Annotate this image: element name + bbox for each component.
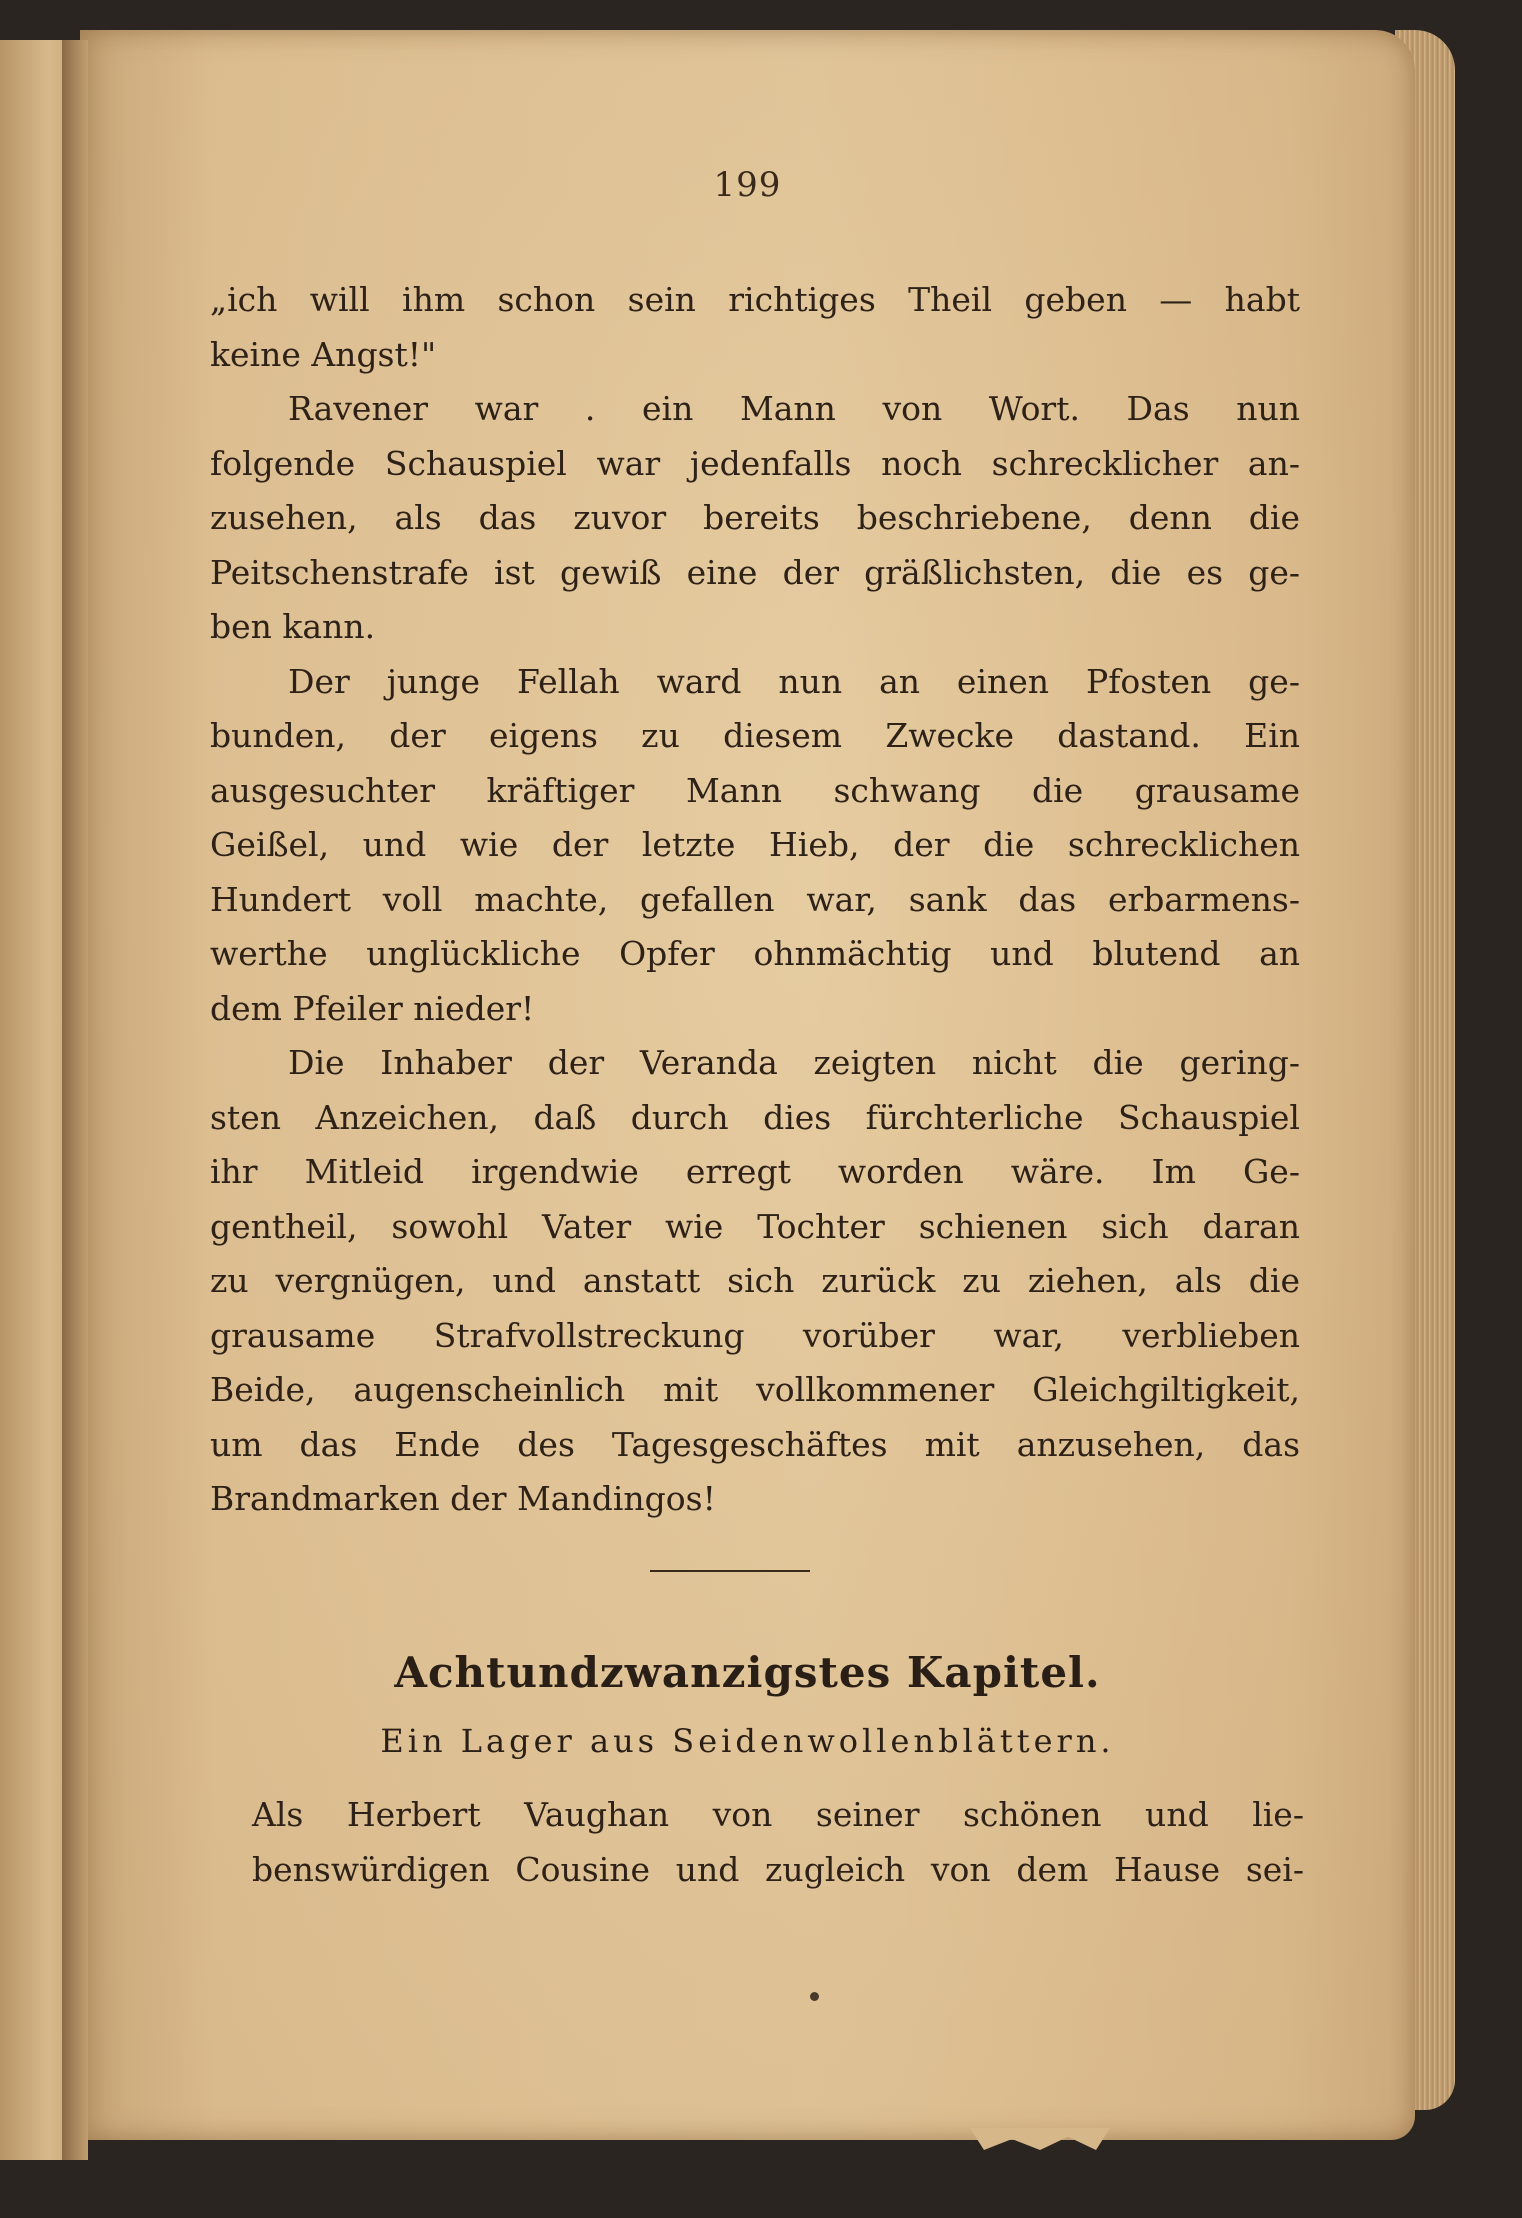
text-line: sten Anzeichen, daß durch dies fürchterliche Schauspiel [210,1097,1300,1137]
ink-speck [810,1992,819,2001]
text-line: Die Inhaber der Veranda zeigten nicht die gering- [288,1043,1300,1082]
text-line: ihr Mitleid irgendwie erregt worden wäre. Im Ge- [210,1152,1300,1191]
chapter-title: Achtundzwanzigstes Kapitel. [394,1648,1101,1697]
page-tear [970,2128,1110,2150]
text-line: Brandmarken der Mandingos! [210,1479,716,1518]
text-line: Hundert voll machte, gefallen war, sank das erbarmens- [210,879,1300,919]
text-line: Beide, augenscheinlich mit vollkommener Gleichgiltigkeit, [210,1370,1300,1409]
text-line: Peitschenstrafe ist gewiß eine der gräßlichsten, die es ge- [210,552,1300,592]
chapter-opening-text [252,1788,1304,1897]
text-line: ben kann. [210,607,376,646]
book-page [80,30,1415,2140]
text-line: gentheil, sowohl Vater wie Tochter schienen sich daran [210,1206,1300,1246]
text-line: um das Ende des Tagesgeschäftes mit anzusehen, das [210,1424,1300,1464]
text-line: Geißel, und wie der letzte Hieb, der die schrecklichen [210,825,1300,864]
text-line: folgende Schauspiel war jedenfalls noch schrecklicher an- [210,443,1300,483]
book-gutter [62,40,88,2160]
text-line: dem Pfeiler nieder! [210,988,535,1028]
text-line: „ich will ihm schon sein richtiges Theil geben — habt [210,280,1300,319]
text-line: werthe unglückliche Opfer ohnmächtig und blutend an [210,934,1300,973]
chapter-subtitle: Ein Lager aus Seidenwollenblättern. [380,1722,1115,1760]
text-line: benswürdigen Cousine und zugleich von dem Hause sei- [252,1849,1304,1889]
page-number: 199 [713,165,782,205]
text-line: grausame Strafvollstreckung vorüber war, verblieben [210,1315,1300,1355]
text-line: Ravener war . ein Mann von Wort. Das nun [288,389,1300,428]
text-line: zu vergnügen, und anstatt sich zurück zu ziehen, als die [210,1261,1300,1300]
text-line: ausgesuchter kräftiger Mann schwang die grausame [210,770,1300,810]
section-divider [650,1570,810,1572]
text-line: keine Angst!" [210,334,437,374]
body-text-block [210,273,1300,1527]
text-line: bunden, der eigens zu diesem Zwecke dastand. Ein [210,716,1300,755]
text-line: Als Herbert Vaughan von seiner schönen und lie- [252,1795,1304,1834]
text-line: Der junge Fellah ward nun an einen Pfosten ge- [288,661,1300,701]
text-line: zusehen, als das zuvor bereits beschriebene, denn die [210,498,1300,537]
